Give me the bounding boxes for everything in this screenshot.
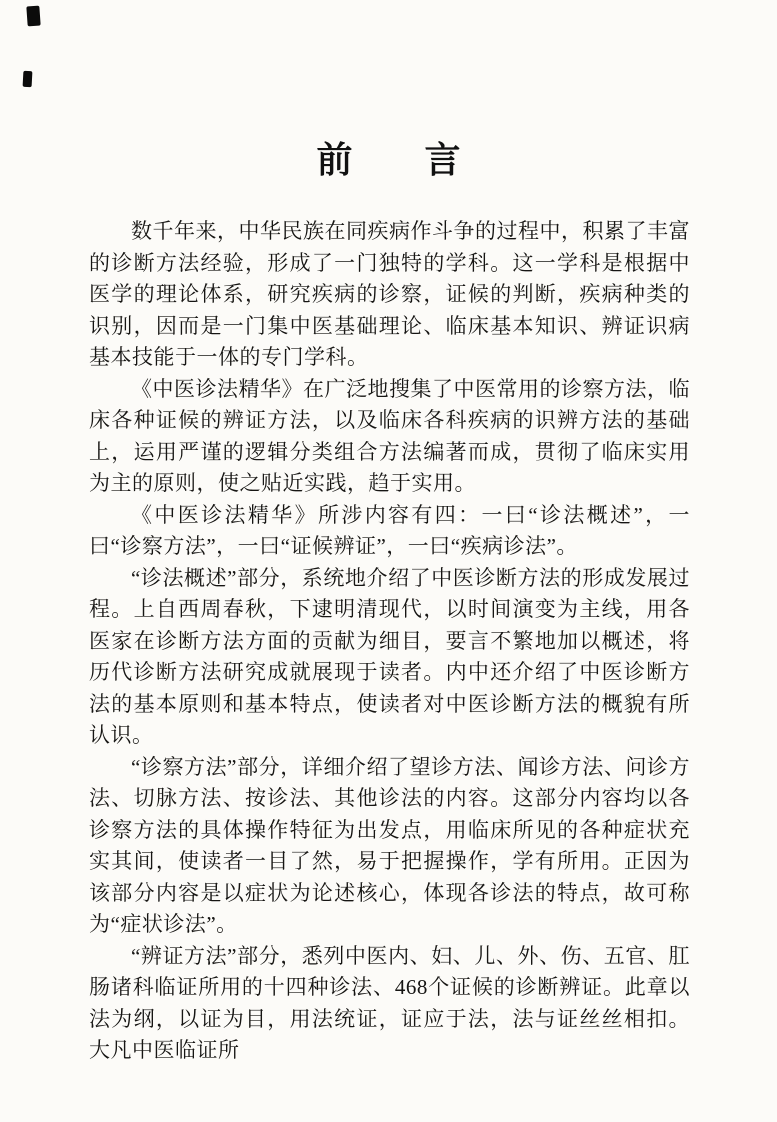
scan-artifact-mark <box>23 71 33 87</box>
scan-artifact-mark <box>26 6 40 27</box>
paragraph: “诊法概述”部分，系统地介绍了中医诊断方法的形成发展过程。上自西周春秋，下逮明清现代，以时间演变为主线，用各医家在诊断方法方面的贡献为细目，要言不繁地加以概述，将历代诊断方法研究成就展现于读者。内中还介绍了中医诊断方法的基本原则和基本特点，使读者对中医诊断方法的概貌有所认识。 <box>89 565 690 747</box>
preface-body <box>89 216 690 1067</box>
paragraph: 数千年来，中华民族在同疾病作斗争的过程中，积累了丰富的诊断方法经验，形成了一门独特的学科。这一学科是根据中医学的理论体系，研究疾病的诊察，证候的判断，疾病种类的识别，因而是一门集中医基础理论、临床基本知识、辨证识病基本技能于一体的专门学科。 <box>89 219 690 369</box>
page-title: 前 言 <box>316 140 461 180</box>
paragraph: 《中医诊法精华》在广泛地搜集了中医常用的诊察方法，临床各种证候的辨证方法，以及临床各科疾病的识辨方法的基础上，运用严谨的逻辑分类组合方法编著而成，贯彻了临床实用为主的原则，使之贴近实践，趋于实用。 <box>89 376 690 495</box>
paragraph: 《中医诊法精华》所涉内容有四：一曰“诊法概述”，一曰“诊察方法”，一曰“证候辨证”，一曰“疾病诊法”。 <box>89 502 690 558</box>
paragraph: “诊察方法”部分，详细介绍了望诊方法、闻诊方法、问诊方法、切脉方法、按诊法、其他诊法的内容。这部分内容均以各诊察方法的具体操作特征为出发点，用临床所见的各种症状充实其间，使读者一目了然，易于把握操作，学有所用。正因为该部分内容是以症状为论述核心，体现各诊法的特点，故可称为“症状诊法”。 <box>89 754 690 936</box>
paragraph: “辨证方法”部分，悉列中医内、妇、儿、外、伤、五官、肛肠诸科临证所用的十四种诊法、468个证候的诊断辨证。此章以法为纲，以证为目，用法统证，证应于法，法与证丝丝相扣。大凡中医临证所 <box>89 943 690 1062</box>
